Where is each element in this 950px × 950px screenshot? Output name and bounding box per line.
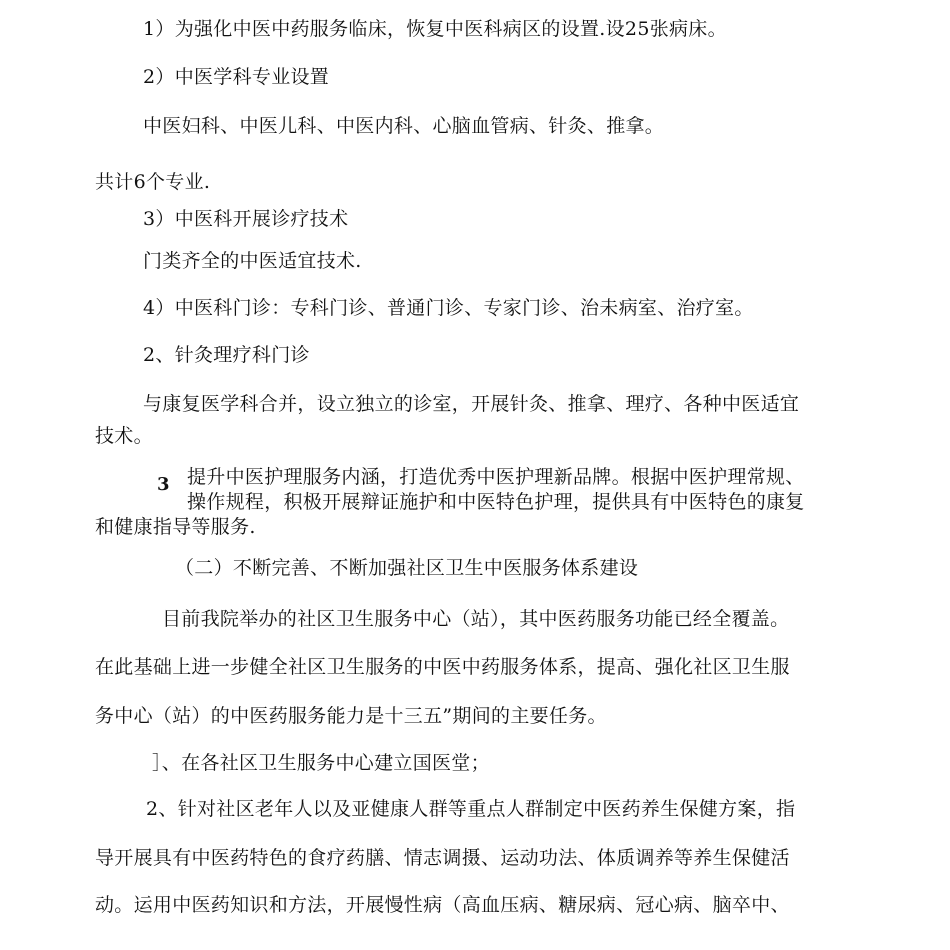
text-line: 2、针对社区老年人以及亚健康人群等重点人群制定中医药养生保健方案，指	[146, 798, 796, 820]
text-line: 和健康指导等服务.	[95, 516, 256, 538]
text-line: ］、在各社区卫生服务中心建立国医堂；	[152, 752, 490, 774]
text-line: 3）中医科开展诊疗技术	[143, 208, 349, 230]
text-line: 1）为强化中医中药服务临床，恢复中医科病区的设置.设25张病床。	[143, 18, 727, 40]
text-line: 门类齐全的中医适宜技术.	[143, 250, 362, 272]
text-line: 导开展具有中医药特色的食疗药膳、情志调摄、运动功法、体质调养等养生保健活	[95, 847, 790, 869]
text-line: 提升中医护理服务内涵，打造优秀中医护理新品牌。根据中医护理常规、	[187, 466, 805, 488]
text-line: 2）中医学科专业设置	[143, 66, 330, 88]
text-line: 务中心（站）的中医药服务能力是十三五”期间的主要任务。	[95, 705, 607, 727]
text-line: 目前我院举办的社区卫生服务中心（站），其中医药服务功能已经全覆盖。	[162, 608, 790, 630]
text-line: 中医妇科、中医儿科、中医内科、心脑血管病、针灸、推拿。	[143, 115, 665, 137]
section-heading: （二）不断完善、不断加强社区卫生中医服务体系建设	[175, 557, 639, 579]
item-number: 3	[157, 474, 170, 495]
text-line: 与康复医学科合并，设立独立的诊室，开展针灸、推拿、理疗、各种中医适宜	[143, 393, 800, 415]
text-line: 4）中医科门诊：专科门诊、普通门诊、专家门诊、治未病室、治疗室。	[143, 297, 754, 319]
text-line: 2、针灸理疗科门诊	[143, 344, 310, 366]
text-line: 技术。	[95, 425, 153, 447]
text-line: 动。运用中医药知识和方法，开展慢性病（高血压病、糖尿病、冠心病、脑卒中、	[95, 894, 790, 916]
text-line: 操作规程，积极开展辩证施护和中医特色护理，提供具有中医特色的康复	[187, 491, 805, 513]
text-line: 共计6个专业.	[95, 171, 211, 193]
text-line: 在此基础上进一步健全社区卫生服务的中医中药服务体系，提高、强化社区卫生服	[95, 656, 790, 678]
